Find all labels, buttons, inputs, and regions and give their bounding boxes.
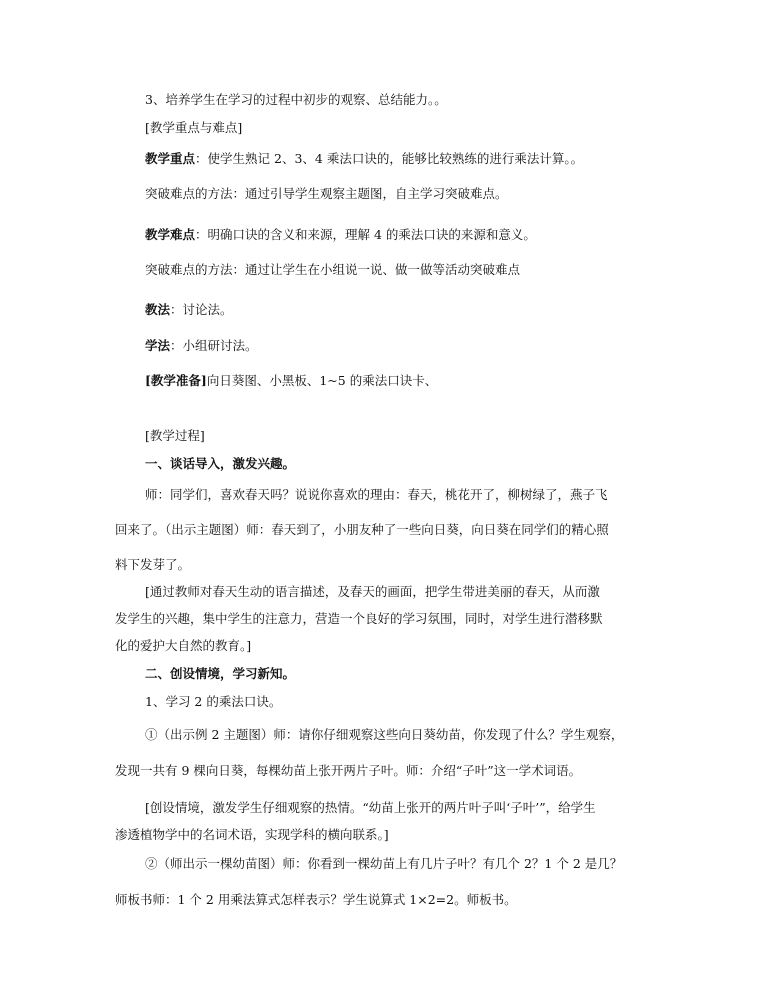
teaching-method-text: ：讨论法。 [170, 302, 233, 317]
difficulty-text: ：明确口诀的含义和来源，理解 4 的乘法口诀的来源和意义。 [195, 227, 536, 242]
s2-note-line-2: 渗透植物学中的名词术语，实现学科的横向联系。] [115, 827, 389, 842]
teaching-method-label: 教法 [145, 302, 171, 317]
section-2-heading: 二、创设情境，学习新知。 [145, 666, 296, 681]
s1-note-line-2: 发学生的兴趣，集中学生的注意力，营造一个良好的学习氛围，同时，对学生进行潜移默 [115, 611, 603, 626]
s2-item-1: 1、学习 2 的乘法口诀。 [145, 694, 282, 709]
prep-label: [教学准备] [145, 373, 207, 388]
s1-note-line-3: 化的爱护大自然的教育。] [115, 638, 252, 653]
s2-paragraph-line-2: 发现一共有 9 棵向日葵，每棵幼苗上张开两片子叶。师：介绍“子叶”这一学术词语。 [115, 763, 582, 778]
key-point-method: 突破难点的方法：通过引导学生观察主题图，自主学习突破难点。 [145, 186, 508, 201]
section-1-heading: 一、谈话导入，激发兴趣。 [145, 456, 296, 471]
s1-note-line-1: [通过教师对春天生动的语言描述，及春天的画面，把学生带进美丽的春天，从而激 [145, 584, 600, 599]
goal-3: 3、培养学生在学习的过程中初步的观察、总结能力。。 [145, 92, 447, 107]
key-point-line [145, 151, 583, 167]
difficulty-label: 教学难点 [145, 227, 196, 242]
s2-paragraph-line-4: 师板书师：1 个 2 用乘法算式怎样表示？学生说算式 1×2=2。师板书。 [115, 892, 517, 907]
key-point-label: 教学重点 [145, 151, 196, 166]
learning-method-label: 学法 [145, 338, 171, 353]
s1-paragraph-line-2: 回来了。（出示主题图）师：春天到了，小朋友种了一些向日葵，向日葵在同学们的精心照 [115, 522, 609, 537]
learning-method-line [145, 338, 258, 354]
process-heading: [教学过程] [145, 428, 205, 443]
s2-note-line-1: [创设情境，激发学生仔细观察的热情。“幼苗上张开的两片叶子叫‘子叶’”，给学生 [145, 800, 596, 815]
difficulty-line [145, 227, 536, 243]
difficulty-method: 突破难点的方法：通过让学生在小组说一说、做一做等活动突破难点 [145, 262, 521, 277]
key-point-text: ：使学生熟记 2、3、4 乘法口诀的，能够比较熟练的进行乘法计算。。 [195, 151, 584, 166]
learning-method-text: ：小组研讨法。 [170, 338, 258, 353]
s1-paragraph-line-1: 师：同学们，喜欢春天吗？说说你喜欢的理由：春天，桃花开了，柳树绿了，燕子飞 [145, 487, 608, 502]
prep-line [145, 373, 437, 389]
key-points-heading: [教学重点与难点] [145, 120, 243, 135]
s2-paragraph-line-1: ①（出示例 2 主题图）师：请你仔细观察这些向日葵幼苗，你发现了什么？学生观察， [145, 727, 624, 742]
prep-text: 向日葵图、小黑板、1~5 的乘法口诀卡、 [206, 373, 438, 388]
s1-paragraph-line-3: 料下发芽了。 [115, 557, 191, 572]
teaching-method-line [145, 302, 233, 318]
s2-paragraph-line-3: ②（师出示一棵幼苗图）师：你看到一棵幼苗上有几片子叶？有几个 2？1 个 2 是几？ [145, 856, 623, 871]
